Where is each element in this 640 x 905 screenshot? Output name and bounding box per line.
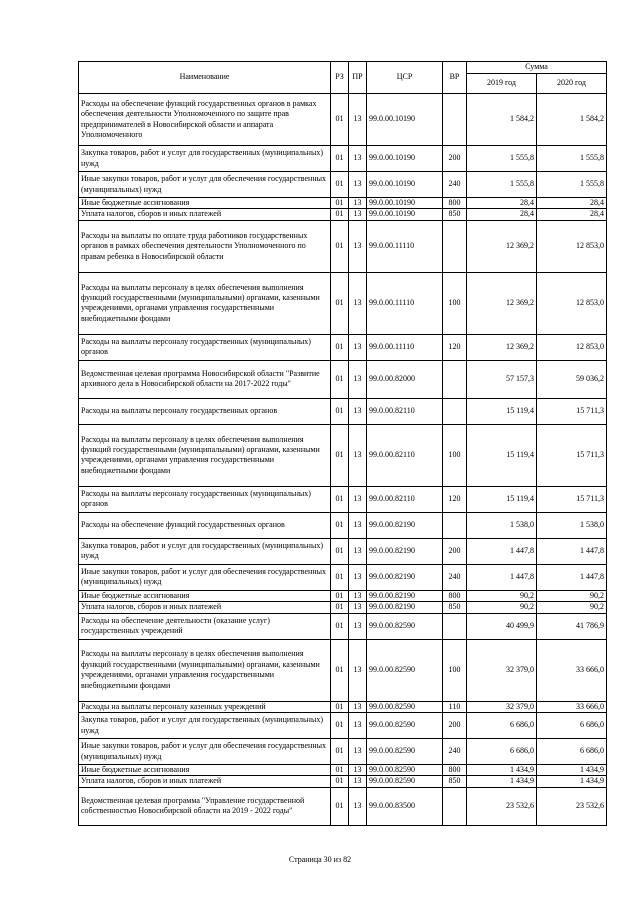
- row-csr: 99.0.00.11110: [367, 334, 443, 360]
- row-name: Закупка товаров, работ и услуг для государственных (муниципальных) нужд: [79, 146, 331, 172]
- budget-table: [78, 61, 607, 826]
- table-row: [79, 590, 607, 601]
- header-year-2019: 2019 год: [467, 74, 537, 94]
- table-row: [79, 538, 607, 564]
- row-csr: 99.0.00.82590: [367, 639, 443, 701]
- row-csr: 99.0.00.82590: [367, 613, 443, 639]
- table-row: [79, 639, 607, 701]
- row-rz: 01: [331, 602, 349, 613]
- row-csr: 99.0.00.82110: [367, 424, 443, 486]
- row-csr: 99.0.00.82590: [367, 739, 443, 765]
- row-pr: 13: [349, 198, 367, 209]
- row-vr: 850: [443, 776, 467, 787]
- row-sum-2019: 1 447,8: [467, 538, 537, 564]
- row-name: Уплата налогов, сборов и иных платежей: [79, 209, 331, 220]
- row-pr: 13: [349, 272, 367, 334]
- table-row: [79, 713, 607, 739]
- row-name: Иные бюджетные ассигнования: [79, 765, 331, 776]
- row-rz: 01: [331, 512, 349, 538]
- row-pr: 13: [349, 787, 367, 825]
- row-name: Расходы на выплаты персоналу в целях обеспечения выполнения функций государственными (муниципальными) органами, казенными учреждениями, органами управления государственными внебюджетными фондами: [79, 639, 331, 701]
- row-sum-2019: 40 499,9: [467, 613, 537, 639]
- row-pr: 13: [349, 713, 367, 739]
- row-sum-2020: 12 853,0: [537, 334, 607, 360]
- row-sum-2019: 32 379,0: [467, 639, 537, 701]
- row-sum-2019: 1 555,8: [467, 146, 537, 172]
- table-row: [79, 701, 607, 712]
- row-name: Расходы на выплаты персоналу казенных учреждений: [79, 701, 331, 712]
- row-sum-2020: 12 853,0: [537, 220, 607, 272]
- row-sum-2020: 1 555,8: [537, 146, 607, 172]
- row-rz: 01: [331, 172, 349, 198]
- table-row: [79, 739, 607, 765]
- row-pr: 13: [349, 398, 367, 424]
- row-sum-2020: 1 434,9: [537, 765, 607, 776]
- row-sum-2019: 12 369,2: [467, 220, 537, 272]
- row-csr: 99.0.00.11110: [367, 272, 443, 334]
- row-csr: 99.0.00.10190: [367, 172, 443, 198]
- row-sum-2020: 28,4: [537, 209, 607, 220]
- table-row: [79, 272, 607, 334]
- row-name: Уплата налогов, сборов и иных платежей: [79, 776, 331, 787]
- row-sum-2020: 28,4: [537, 198, 607, 209]
- row-sum-2020: 33 666,0: [537, 639, 607, 701]
- row-vr: [443, 512, 467, 538]
- row-csr: 99.0.00.82110: [367, 486, 443, 512]
- table-row: [79, 398, 607, 424]
- row-name: Расходы на обеспечение функций государственных органов в рамках обеспечения деятельности Уполномоченного по защите прав предпринимателей в Новосибирской области и аппарата Уполномоченного: [79, 94, 331, 146]
- row-pr: 13: [349, 146, 367, 172]
- row-csr: 99.0.00.82590: [367, 701, 443, 712]
- row-vr: 800: [443, 765, 467, 776]
- row-csr: 99.0.00.82190: [367, 538, 443, 564]
- table-row: [79, 334, 607, 360]
- row-sum-2019: 1 555,8: [467, 172, 537, 198]
- row-rz: 01: [331, 94, 349, 146]
- page-footer: Страница 30 из 82: [288, 855, 352, 864]
- table-row: [79, 486, 607, 512]
- row-name: Расходы на выплаты персоналу государственных (муниципальных) органов: [79, 486, 331, 512]
- row-sum-2019: 28,4: [467, 209, 537, 220]
- row-pr: 13: [349, 701, 367, 712]
- row-pr: 13: [349, 334, 367, 360]
- row-name: Расходы на обеспечение деятельности (оказание услуг) государственных учреждений: [79, 613, 331, 639]
- row-sum-2019: 1 434,9: [467, 765, 537, 776]
- row-sum-2020: 15 711,3: [537, 486, 607, 512]
- row-name: Расходы на выплаты персоналу в целях обеспечения выполнения функций государственными (муниципальными) органами, казенными учреждениями, органами управления государственными внебюджетными фондами: [79, 424, 331, 486]
- row-name: Расходы на обеспечение функций государственных органов: [79, 512, 331, 538]
- row-vr: [443, 398, 467, 424]
- row-vr: 240: [443, 739, 467, 765]
- header-csr: ЦСР: [367, 62, 443, 94]
- header-sum: Сумма: [467, 62, 607, 74]
- row-vr: 240: [443, 172, 467, 198]
- row-pr: 13: [349, 360, 367, 398]
- row-pr: 13: [349, 94, 367, 146]
- row-vr: 800: [443, 590, 467, 601]
- row-sum-2019: 12 369,2: [467, 334, 537, 360]
- row-rz: 01: [331, 765, 349, 776]
- row-csr: 99.0.00.82190: [367, 590, 443, 601]
- row-sum-2019: 57 157,3: [467, 360, 537, 398]
- row-csr: 99.0.00.10190: [367, 209, 443, 220]
- row-vr: 200: [443, 538, 467, 564]
- row-sum-2019: 90,2: [467, 590, 537, 601]
- row-name: Расходы на выплаты персоналу государственных органов: [79, 398, 331, 424]
- row-pr: 13: [349, 739, 367, 765]
- row-csr: 99.0.00.82590: [367, 765, 443, 776]
- row-name: Иные закупки товаров, работ и услуг для обеспечения государственных (муниципальных) нужд: [79, 739, 331, 765]
- row-rz: 01: [331, 220, 349, 272]
- row-sum-2020: 6 686,0: [537, 739, 607, 765]
- row-vr: 110: [443, 701, 467, 712]
- row-sum-2020: 90,2: [537, 590, 607, 601]
- row-sum-2020: 59 036,2: [537, 360, 607, 398]
- row-pr: 13: [349, 172, 367, 198]
- row-sum-2020: 1 538,0: [537, 512, 607, 538]
- row-vr: 200: [443, 146, 467, 172]
- row-pr: 13: [349, 765, 367, 776]
- row-vr: 120: [443, 486, 467, 512]
- row-csr: 99.0.00.82110: [367, 398, 443, 424]
- header-name: Наименование: [79, 62, 331, 94]
- table-row: [79, 94, 607, 146]
- row-sum-2020: 41 786,9: [537, 613, 607, 639]
- table-row: [79, 602, 607, 613]
- row-vr: 100: [443, 639, 467, 701]
- table-row: [79, 172, 607, 198]
- table-row: [79, 765, 607, 776]
- row-rz: 01: [331, 424, 349, 486]
- row-rz: 01: [331, 334, 349, 360]
- row-name: Расходы на выплаты персоналу в целях обеспечения выполнения функций государственными (муниципальными) органами, казенными учреждениями, органами управления государственными внебюджетными фондами: [79, 272, 331, 334]
- row-rz: 01: [331, 776, 349, 787]
- table-row: [79, 512, 607, 538]
- row-csr: 99.0.00.82190: [367, 512, 443, 538]
- table-row: [79, 424, 607, 486]
- row-pr: 13: [349, 486, 367, 512]
- row-name: Иные бюджетные ассигнования: [79, 590, 331, 601]
- row-sum-2019: 6 686,0: [467, 713, 537, 739]
- row-pr: 13: [349, 602, 367, 613]
- row-vr: 800: [443, 198, 467, 209]
- row-vr: [443, 360, 467, 398]
- row-csr: 99.0.00.10190: [367, 94, 443, 146]
- row-rz: 01: [331, 209, 349, 220]
- row-rz: 01: [331, 787, 349, 825]
- row-rz: 01: [331, 360, 349, 398]
- row-rz: 01: [331, 739, 349, 765]
- row-pr: 13: [349, 209, 367, 220]
- row-rz: 01: [331, 701, 349, 712]
- row-vr: [443, 787, 467, 825]
- row-vr: [443, 94, 467, 146]
- table-row: [79, 209, 607, 220]
- row-rz: 01: [331, 639, 349, 701]
- row-name: Иные закупки товаров, работ и услуг для обеспечения государственных (муниципальных) нужд: [79, 172, 331, 198]
- row-name: Расходы на выплаты персоналу государственных (муниципальных) органов: [79, 334, 331, 360]
- header-vr: ВР: [443, 62, 467, 94]
- row-sum-2019: 1 434,9: [467, 776, 537, 787]
- row-sum-2020: 6 686,0: [537, 713, 607, 739]
- header-pr: ПР: [349, 62, 367, 94]
- row-name: Уплата налогов, сборов и иных платежей: [79, 602, 331, 613]
- row-pr: 13: [349, 538, 367, 564]
- row-pr: 13: [349, 564, 367, 590]
- row-csr: 99.0.00.82590: [367, 713, 443, 739]
- row-sum-2020: 1 555,8: [537, 172, 607, 198]
- table-row: [79, 787, 607, 825]
- row-rz: 01: [331, 486, 349, 512]
- row-pr: 13: [349, 613, 367, 639]
- row-pr: 13: [349, 776, 367, 787]
- table-row: [79, 564, 607, 590]
- row-csr: 99.0.00.83500: [367, 787, 443, 825]
- table-row: [79, 198, 607, 209]
- row-name: Ведомственная целевая программа Новосибирской области "Развитие архивного дела в Новосибирской области на 2017-2022 годы": [79, 360, 331, 398]
- row-sum-2020: 1 434,9: [537, 776, 607, 787]
- row-name: Закупка товаров, работ и услуг для государственных (муниципальных) нужд: [79, 538, 331, 564]
- table-header-row: [79, 62, 607, 74]
- row-vr: [443, 220, 467, 272]
- row-name: Ведомственная целевая программа "Управление государственной собственностью Новосибирской области на 2019 - 2022 годы": [79, 787, 331, 825]
- row-sum-2020: 33 666,0: [537, 701, 607, 712]
- row-sum-2019: 1 538,0: [467, 512, 537, 538]
- row-csr: 99.0.00.82590: [367, 776, 443, 787]
- row-name: Расходы на выплаты по оплате труда работников государственных органов в рамках обеспечения деятельности Уполномоченного по правам ребенка в Новосибирской области: [79, 220, 331, 272]
- table-row: [79, 360, 607, 398]
- row-name: Иные бюджетные ассигнования: [79, 198, 331, 209]
- row-sum-2020: 15 711,3: [537, 398, 607, 424]
- row-sum-2019: 1 584,2: [467, 94, 537, 146]
- row-vr: 200: [443, 713, 467, 739]
- table-row: [79, 776, 607, 787]
- row-sum-2020: 23 532,6: [537, 787, 607, 825]
- row-sum-2020: 1 447,8: [537, 564, 607, 590]
- row-rz: 01: [331, 713, 349, 739]
- row-csr: 99.0.00.82000: [367, 360, 443, 398]
- row-sum-2020: 12 853,0: [537, 272, 607, 334]
- row-sum-2019: 15 119,4: [467, 398, 537, 424]
- row-pr: 13: [349, 220, 367, 272]
- row-vr: 850: [443, 209, 467, 220]
- row-vr: 120: [443, 334, 467, 360]
- row-rz: 01: [331, 538, 349, 564]
- row-csr: 99.0.00.82190: [367, 564, 443, 590]
- row-sum-2019: 6 686,0: [467, 739, 537, 765]
- row-pr: 13: [349, 512, 367, 538]
- row-rz: 01: [331, 272, 349, 334]
- header-rz: РЗ: [331, 62, 349, 94]
- row-name: Иные закупки товаров, работ и услуг для обеспечения государственных (муниципальных) нужд: [79, 564, 331, 590]
- row-sum-2019: 28,4: [467, 198, 537, 209]
- row-rz: 01: [331, 398, 349, 424]
- row-vr: 850: [443, 602, 467, 613]
- row-name: Закупка товаров, работ и услуг для государственных (муниципальных) нужд: [79, 713, 331, 739]
- table-row: [79, 613, 607, 639]
- row-pr: 13: [349, 639, 367, 701]
- table-row: [79, 220, 607, 272]
- row-sum-2020: 90,2: [537, 602, 607, 613]
- row-sum-2019: 32 379,0: [467, 701, 537, 712]
- row-vr: 100: [443, 272, 467, 334]
- row-vr: [443, 613, 467, 639]
- table-row: [79, 146, 607, 172]
- row-sum-2019: 90,2: [467, 602, 537, 613]
- row-vr: 240: [443, 564, 467, 590]
- row-rz: 01: [331, 590, 349, 601]
- header-year-2020: 2020 год: [537, 74, 607, 94]
- row-csr: 99.0.00.10190: [367, 146, 443, 172]
- row-sum-2019: 12 369,2: [467, 272, 537, 334]
- row-sum-2019: 15 119,4: [467, 424, 537, 486]
- row-sum-2020: 1 584,2: [537, 94, 607, 146]
- row-pr: 13: [349, 424, 367, 486]
- row-rz: 01: [331, 564, 349, 590]
- row-rz: 01: [331, 198, 349, 209]
- row-sum-2019: 1 447,8: [467, 564, 537, 590]
- row-csr: 99.0.00.11110: [367, 220, 443, 272]
- row-sum-2019: 23 532,6: [467, 787, 537, 825]
- row-rz: 01: [331, 146, 349, 172]
- table-body: [79, 94, 607, 826]
- row-vr: 100: [443, 424, 467, 486]
- row-sum-2020: 1 447,8: [537, 538, 607, 564]
- row-rz: 01: [331, 613, 349, 639]
- row-csr: 99.0.00.10190: [367, 198, 443, 209]
- row-pr: 13: [349, 590, 367, 601]
- row-sum-2020: 15 711,3: [537, 424, 607, 486]
- row-sum-2019: 15 119,4: [467, 486, 537, 512]
- row-csr: 99.0.00.82190: [367, 602, 443, 613]
